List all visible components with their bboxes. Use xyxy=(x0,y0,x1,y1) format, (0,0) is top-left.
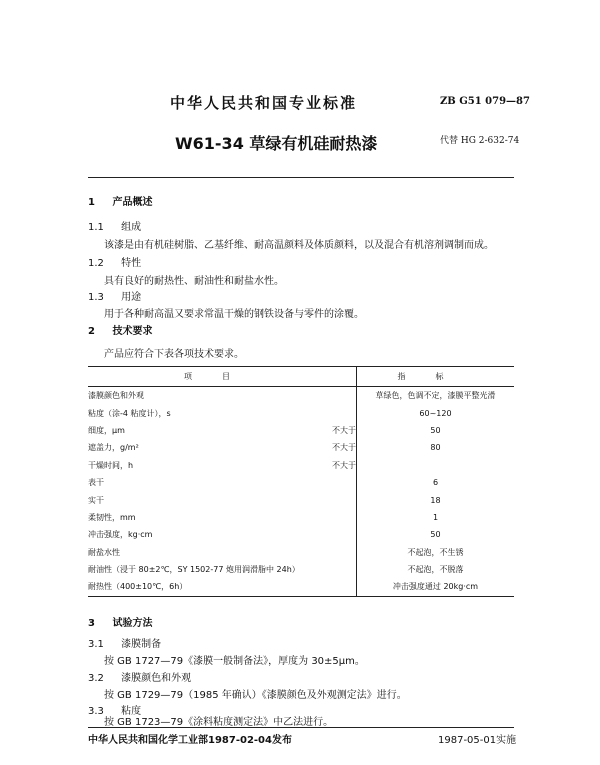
section-1-3-text: 用于各种耐高温又要求常温干燥的钢铁设备与零件的涂覆。 xyxy=(104,309,364,320)
row-item: 表干 xyxy=(88,478,104,488)
section-3-heading xyxy=(88,614,152,629)
section-number: 1 xyxy=(88,197,95,208)
section-1-1-heading xyxy=(88,218,141,233)
section-title: 粘度 xyxy=(121,706,142,717)
row-item: 耐油性（浸于 80±2℃，SY 1502-77 炮用润滑脂中 24h） xyxy=(88,565,300,575)
section-number: 3.1 xyxy=(88,639,104,650)
table-row xyxy=(88,439,514,456)
row-value: 80 xyxy=(430,443,441,453)
footer-divider xyxy=(88,727,514,728)
row-value: 50 xyxy=(430,425,441,435)
row-item: 冲击强度，kg·cm xyxy=(88,530,153,540)
table-row xyxy=(88,491,514,508)
section-title: 漆膜制备 xyxy=(121,639,162,650)
row-limit xyxy=(318,509,357,526)
table-row xyxy=(88,457,514,474)
header-divider xyxy=(88,177,514,178)
table-row xyxy=(88,544,514,561)
section-number: 1.2 xyxy=(88,258,104,269)
row-item: 粘度（涂-4 粘度计），s xyxy=(88,408,171,418)
section-title: 产品概述 xyxy=(112,197,153,208)
row-value: 草绿色，色调不定，漆膜平整光滑 xyxy=(375,391,496,401)
section-2-heading xyxy=(88,322,152,337)
table-row xyxy=(88,509,514,526)
standard-header-title: 中华人民共和国专业标准 xyxy=(170,94,358,112)
section-title: 特性 xyxy=(121,258,142,269)
row-limit xyxy=(318,387,357,405)
row-limit xyxy=(318,578,357,596)
table-header-value: 指标 xyxy=(357,367,515,387)
row-value: 50 xyxy=(430,530,441,540)
row-item: 实干 xyxy=(88,495,104,505)
section-1-heading xyxy=(88,193,152,208)
row-item: 柔韧性，mm xyxy=(88,512,136,522)
row-limit xyxy=(318,544,357,561)
section-title: 漆膜颜色和外观 xyxy=(121,673,192,684)
row-item: 耐盐水性 xyxy=(88,547,120,557)
table-row xyxy=(88,578,514,596)
table-header-item: 项目 xyxy=(88,367,357,387)
section-1-2-text: 具有良好的耐热性、耐油性和耐盐水性。 xyxy=(104,276,284,287)
row-value: 18 xyxy=(430,495,441,505)
table-row xyxy=(88,387,514,405)
section-3-1-heading xyxy=(88,635,161,650)
section-3-1-text: 按 GB 1727—79《漆膜一般制备法》，厚度为 30±5μm。 xyxy=(104,656,365,667)
technical-requirements-table xyxy=(88,366,514,597)
section-3-2-heading xyxy=(88,669,191,684)
row-item: 遮盖力，g/m² xyxy=(88,443,139,453)
section-number: 3.2 xyxy=(88,673,104,684)
table-row xyxy=(88,474,514,491)
row-limit xyxy=(318,561,357,578)
table-row xyxy=(88,526,514,543)
row-limit xyxy=(318,404,357,421)
table-header-row xyxy=(88,367,514,387)
row-limit: 不大于 xyxy=(318,422,357,439)
row-item: 耐热性（400±10℃，6h） xyxy=(88,578,318,596)
standard-code: ZB G51 079—87 xyxy=(440,96,530,107)
section-2-text: 产品应符合下表各项技术要求。 xyxy=(104,349,244,360)
section-title: 用途 xyxy=(121,292,142,303)
section-number: 1.1 xyxy=(88,222,104,233)
row-limit: 不大于 xyxy=(318,457,357,474)
table-row xyxy=(88,561,514,578)
section-title: 试验方法 xyxy=(112,618,153,629)
table-row xyxy=(88,404,514,421)
section-3-2-text: 按 GB 1729—79（1985 年确认）《漆膜颜色及外观测定法》进行。 xyxy=(104,690,407,701)
row-value: 冲击强度通过 20kg·cm xyxy=(357,578,515,596)
row-limit xyxy=(318,474,357,491)
row-limit xyxy=(318,491,357,508)
table-row xyxy=(88,422,514,439)
row-value: 1 xyxy=(432,512,439,522)
row-value: 6 xyxy=(432,478,439,488)
section-1-1-text: 该漆是由有机硅树脂、乙基纤维、耐高温颜料及体质颜料，以及混合有机溶剂调制而成。 xyxy=(104,240,494,251)
document-title: W61-34 草绿有机硅耐热漆 xyxy=(175,134,378,153)
section-title: 组成 xyxy=(121,222,142,233)
issuer-line: 中华人民共和国化学工业部1987-02-04发布 xyxy=(88,735,292,746)
row-item: 干燥时间，h xyxy=(88,460,134,470)
section-3-3-text: 按 GB 1723—79《涂料粘度测定法》中乙法进行。 xyxy=(104,717,334,728)
section-number: 1.3 xyxy=(88,292,104,303)
row-item: 细度，μm xyxy=(88,425,125,435)
row-limit xyxy=(318,526,357,543)
replace-code: 代替 HG 2-632-74 xyxy=(440,136,520,146)
section-number: 2 xyxy=(88,326,95,337)
row-limit: 不大于 xyxy=(318,439,357,456)
row-value: 不起泡，不生锈 xyxy=(407,547,464,557)
section-number: 3 xyxy=(88,618,95,629)
row-value: 60~120 xyxy=(419,408,452,418)
effective-date: 1987-05-01实施 xyxy=(438,735,517,746)
section-number: 3.3 xyxy=(88,706,104,717)
section-1-2-heading xyxy=(88,254,141,269)
section-1-3-heading xyxy=(88,288,141,303)
row-value xyxy=(357,457,515,474)
section-title: 技术要求 xyxy=(112,326,153,337)
row-item: 漆膜颜色和外观 xyxy=(88,391,144,401)
row-value: 不起泡，不脱落 xyxy=(407,565,464,575)
